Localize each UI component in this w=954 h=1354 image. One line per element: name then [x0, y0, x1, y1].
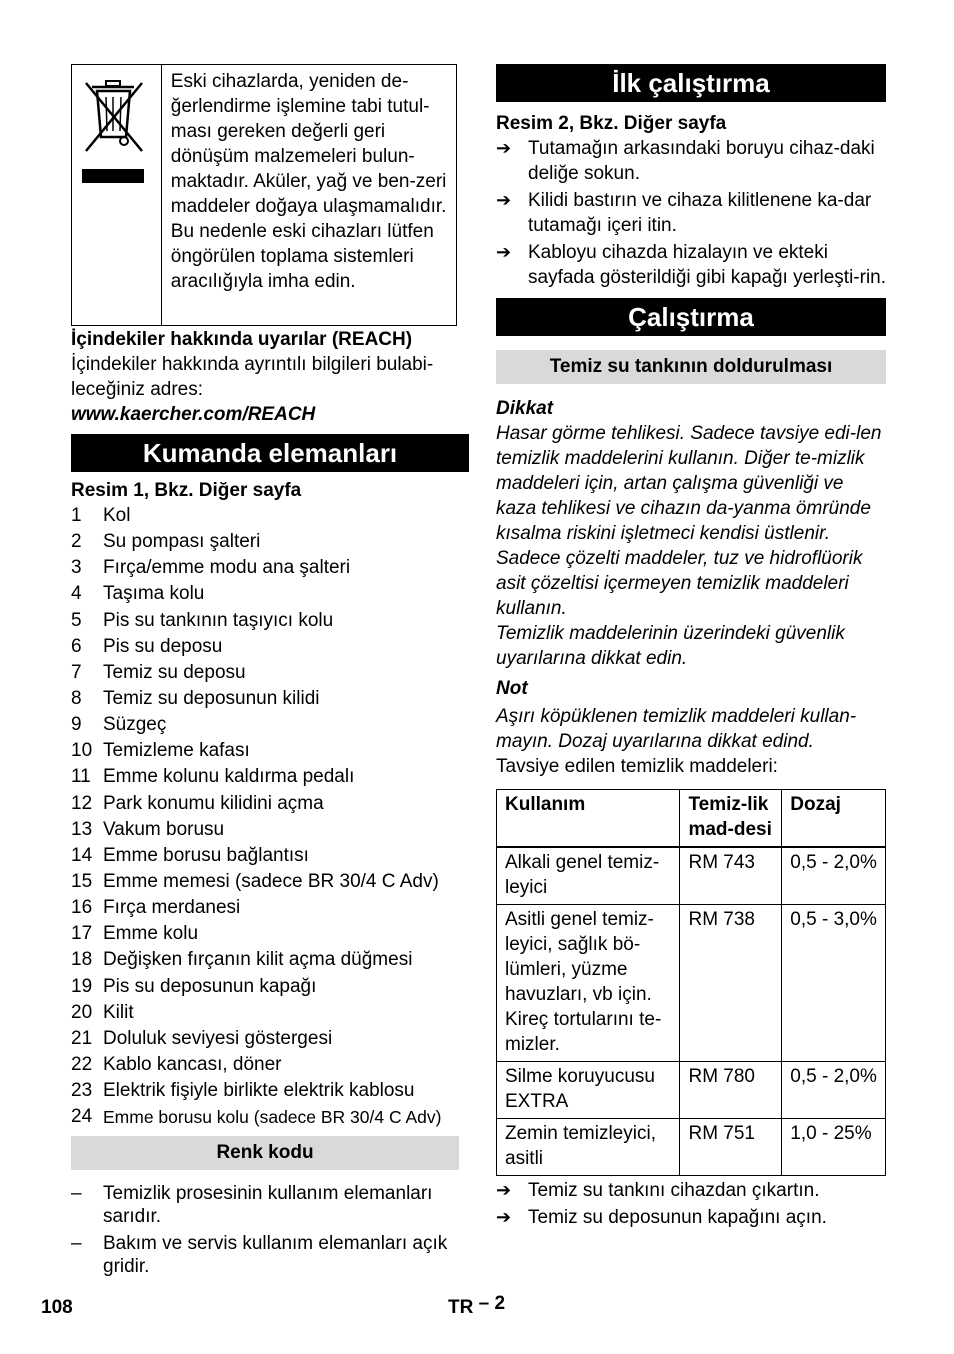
item-text: Temizlik prosesinin kullanım elemanları sarıdır.	[103, 1183, 433, 1228]
list-item	[71, 1182, 461, 1228]
crossed-out-wheelie-bin-icon	[80, 75, 150, 195]
item-number: 4	[71, 583, 82, 605]
item-number: 20	[71, 1001, 93, 1023]
list-item	[71, 791, 469, 817]
caution-label: Dikkat	[496, 398, 554, 419]
item-label: Pis su deposunun kapağı	[103, 975, 317, 997]
step-text: Temiz su tankını cihazdan çıkartın.	[528, 1180, 820, 1201]
subsection-title-fill-tank: Temiz su tankının doldurulması	[496, 350, 886, 384]
item-number: 1	[71, 505, 82, 526]
table-cell: RM 780	[680, 1062, 782, 1119]
table-row	[497, 1119, 886, 1176]
controls-subtitle: Resim 1, Bkz. Diğer sayfa	[71, 480, 302, 501]
table-cell: 0,5 - 2,0%	[782, 1062, 886, 1119]
first-start-steps	[496, 136, 886, 290]
color-code-list	[71, 1182, 461, 1278]
operation-steps	[496, 1178, 886, 1230]
step-text: Tutamağın arkasındaki boruyu cihaz-daki deliğe sokun.	[528, 138, 875, 184]
item-number: 3	[71, 557, 82, 579]
item-label: Fırça/emme modu ana şalteri	[103, 557, 351, 579]
footer-language	[448, 1293, 506, 1319]
item-label: Su pompası şalteri	[103, 531, 261, 553]
item-label: Kablo kancası, döner	[103, 1053, 282, 1075]
dash-marker: –	[71, 1183, 82, 1205]
item-text: Bakım ve servis kullanım elemanları açık gridir.	[103, 1233, 448, 1278]
arrow-icon: ➔	[496, 1180, 512, 1200]
list-item	[71, 817, 469, 843]
table-cell: RM 743	[680, 847, 782, 905]
section-title-color-code: Renk kodu	[71, 1136, 459, 1170]
arrow-icon: ➔	[496, 138, 512, 158]
list-item	[71, 581, 469, 607]
table-cell: Silme koruyucusu EXTRA	[497, 1062, 680, 1119]
item-label: Temiz su deposunun kilidi	[103, 687, 320, 709]
list-item	[71, 1026, 469, 1052]
list-item	[71, 869, 469, 895]
table-cell: Zemin temizleyici, asitli	[497, 1119, 680, 1176]
list-item	[71, 1078, 469, 1104]
item-label: Park konumu kilidini açma	[103, 792, 324, 814]
item-number: 11	[71, 766, 91, 788]
item-number: 5	[71, 609, 82, 631]
table-cell: 1,0 - 25%	[782, 1119, 886, 1176]
item-label: Değişken fırçanın kilit açma düğmesi	[103, 949, 413, 971]
item-label: Pis su tankının taşıyıcı kolu	[103, 609, 334, 631]
item-label: Emme kolunu kaldırma pedalı	[103, 766, 355, 788]
item-label: Temiz su deposu	[103, 661, 246, 683]
table-row	[497, 905, 886, 1062]
list-item	[71, 1000, 469, 1026]
list-item	[71, 555, 469, 581]
item-number: 18	[71, 949, 93, 971]
dash-marker: –	[71, 1233, 82, 1255]
list-item	[71, 660, 469, 686]
item-number: 14	[71, 844, 93, 866]
cleaning-agents-table	[496, 789, 886, 1176]
list-item	[71, 843, 469, 869]
list-item	[71, 1052, 469, 1078]
caution-text-2: Temizlik maddelerinin üzerindeki güvenlik uyarılarına dikkat edin.	[496, 623, 845, 669]
item-number: 17	[71, 923, 93, 945]
page-number: 108	[41, 1297, 73, 1318]
reach-heading: İçindekiler hakkında uyarılar (REACH)	[71, 329, 413, 350]
step-text: Temiz su deposunun kapağını açın.	[528, 1207, 827, 1228]
item-number: 24	[71, 1106, 93, 1128]
item-number: 15	[71, 870, 93, 892]
item-label: Emme borusu kolu (sadece BR 30/4 C Adv)	[103, 1107, 442, 1128]
first-start-subtitle: Resim 2, Bkz. Diğer sayfa	[496, 113, 727, 134]
item-number: 8	[71, 687, 82, 709]
item-number: 6	[71, 635, 82, 657]
item-number: 13	[71, 818, 93, 840]
section-title-operation: Çalıştırma	[496, 298, 886, 336]
item-number: 22	[71, 1053, 93, 1075]
list-item	[496, 136, 886, 186]
item-number: 9	[71, 714, 82, 736]
arrow-icon: ➔	[496, 190, 512, 210]
section-page-number: – 2	[478, 1293, 506, 1314]
weee-icon-cell	[72, 65, 162, 325]
item-label: Fırça merdanesi	[103, 897, 241, 919]
table-header-row	[497, 790, 886, 848]
weee-text: Eski cihazlarda, yeniden de-ğerlendirme işlemine tabi tutul-ması gereken değerli geri dönüşüm malzemeleri bulun-maktadır. Aküler, yağ ve ben-zeri maddeler doğaya ulaşmamalıdır. Bu nedenle eski cihazları lütfen öngörülen toplama sistemleri aracılığıyla imha edin.	[170, 71, 447, 292]
item-label: Emme kolu	[103, 923, 199, 945]
step-text: Kilidi bastırın ve cihaza kilitlenene ka-dar tutamağı içeri itin.	[528, 190, 872, 236]
list-item	[71, 947, 469, 973]
table-row	[497, 1062, 886, 1119]
column-header: Temiz-lik mad-desi	[680, 790, 782, 848]
column-header: Dozaj	[782, 790, 886, 848]
item-number: 2	[71, 531, 82, 553]
item-label: Kilit	[103, 1001, 134, 1023]
item-label: Emme borusu bağlantısı	[103, 844, 309, 866]
section-title-first-start: İlk çalıştırma	[496, 64, 886, 102]
table-cell: RM 751	[680, 1119, 782, 1176]
list-item	[496, 1205, 886, 1230]
reach-link[interactable]: www.kaercher.com/REACH	[71, 404, 316, 425]
list-item	[71, 1232, 461, 1278]
item-number: 23	[71, 1080, 93, 1102]
item-number: 21	[71, 1027, 93, 1049]
table-cell: 0,5 - 3,0%	[782, 905, 886, 1062]
section-title-controls: Kumanda elemanları	[71, 434, 469, 472]
list-item	[496, 188, 886, 238]
item-number: 10	[71, 740, 93, 762]
item-label: Emme memesi (sadece BR 30/4 C Adv)	[103, 870, 439, 892]
list-item	[71, 974, 469, 1000]
list-item	[71, 921, 469, 947]
item-label: Doluluk seviyesi göstergesi	[103, 1027, 333, 1049]
left-column	[71, 64, 469, 1282]
step-text: Kabloyu cihazda hizalayın ve ekteki sayfada gösterildiği gibi kapağı yerleşti-rin.	[528, 242, 887, 288]
item-label: Kol	[103, 505, 131, 526]
list-item	[71, 738, 469, 764]
list-item	[71, 503, 469, 529]
table-cell: Asitli genel temiz-leyici, sağlık bö-lümleri, yüzme havuzları, vb için. Kireç tortularını te-mizler.	[497, 905, 680, 1062]
item-number: 7	[71, 661, 82, 683]
recommended-label: Tavsiye edilen temizlik maddeleri:	[496, 756, 778, 777]
caution-text: Hasar görme tehlikesi. Sadece tavsiye edi-len temizlik maddelerini kullanın. Diğer te-mizlik maddeleri için, artan çalışma güvenliği ve kaza tehlikesi ve cihazın da-yanma ömründe kısalma riskini işletmeci kendisi üstlenir. Sadece çözelti maddeler, tuz ve hidroflüorik asit çözeltisi içermeyen temizlik maddeleri kullanın.	[496, 423, 882, 619]
table-cell: Alkali genel temiz-leyici	[497, 847, 680, 905]
list-item	[71, 712, 469, 738]
item-label: Pis su deposu	[103, 635, 223, 657]
item-label: Elektrik fişiyle birlikte elektrik kablosu	[103, 1080, 415, 1102]
item-label: Temizleme kafası	[103, 740, 250, 762]
list-item	[71, 686, 469, 712]
arrow-icon: ➔	[496, 1207, 512, 1227]
item-number: 19	[71, 975, 93, 997]
list-item	[71, 764, 469, 790]
list-item	[71, 1104, 469, 1130]
note-label: Not	[496, 678, 528, 699]
table-cell: 0,5 - 2,0%	[782, 847, 886, 905]
list-item	[71, 634, 469, 660]
table-cell: RM 738	[680, 905, 782, 1062]
table-row	[497, 847, 886, 905]
weee-notice-box	[71, 64, 457, 326]
item-number: 12	[71, 792, 93, 814]
list-item	[496, 1178, 886, 1203]
right-column	[496, 64, 886, 1232]
list-item	[496, 240, 886, 290]
item-label: Vakum borusu	[103, 818, 225, 840]
arrow-icon: ➔	[496, 242, 512, 262]
note-text: Aşırı köpüklenen temizlik maddeleri kullan-mayın. Dozaj uyarılarına dikkat edind.	[496, 706, 857, 752]
item-number: 16	[71, 897, 93, 919]
controls-list	[71, 503, 469, 1130]
column-header: Kullanım	[497, 790, 680, 848]
language-code: TR	[448, 1297, 474, 1318]
item-label: Taşıma kolu	[103, 583, 205, 605]
reach-text: İçindekiler hakkında ayrıntılı bilgileri bulabi-leceğiniz adres:	[71, 354, 434, 400]
list-item	[71, 608, 469, 634]
item-label: Süzgeç	[103, 714, 167, 736]
list-item	[71, 529, 469, 555]
list-item	[71, 895, 469, 921]
